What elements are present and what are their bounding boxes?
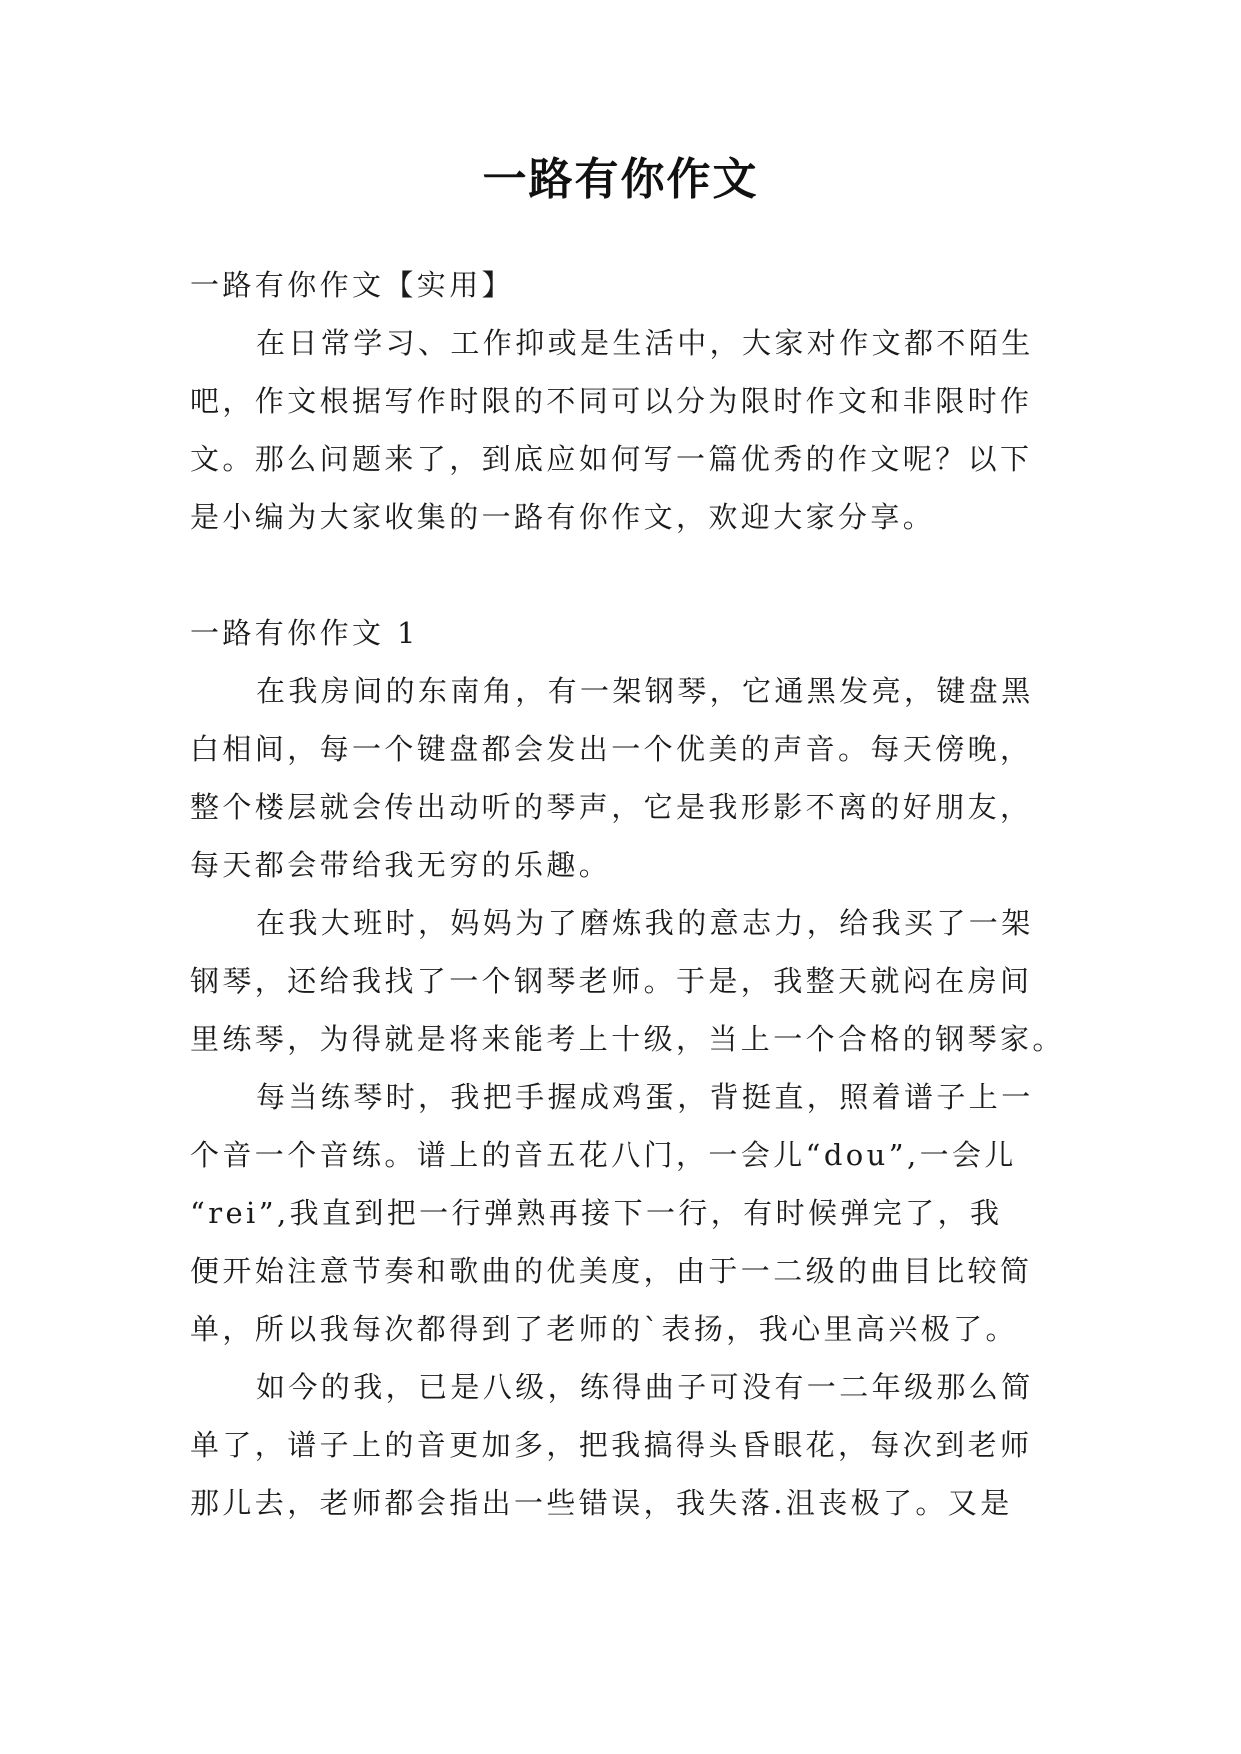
text-line: 是小编为大家收集的一路有你作文，欢迎大家分享。 <box>190 500 936 534</box>
paragraph-gap <box>190 546 1056 604</box>
text-line: 白相间，每一个键盘都会发出一个优美的声音。每天傍晚， <box>190 732 1033 766</box>
document-title: 一路有你作文 <box>482 154 759 205</box>
document-body <box>190 256 1065 1532</box>
text-line: 每天都会带给我无穷的乐趣。 <box>190 848 612 882</box>
text-line: 如今的我，已是八级，练得曲子可没有一二年级那么简 <box>256 1370 1034 1404</box>
text-line: 一路有你作文【实用】 <box>190 268 515 302</box>
text-line: 在我大班时，妈妈为了磨炼我的意志力，给我买了一架 <box>256 906 1034 940</box>
text-line: 钢琴，还给我找了一个钢琴老师。于是，我整天就闷在房间 <box>190 964 1033 998</box>
text-line: 一路有你作文 1 <box>190 616 419 650</box>
text-line: 吧，作文根据写作时限的不同可以分为限时作文和非限时作 <box>190 384 1033 418</box>
text-line: 里练琴，为得就是将来能考上十级，当上一个合格的钢琴家。 <box>190 1022 1065 1056</box>
text-line: 在我房间的东南角，有一架钢琴，它通黑发亮，键盘黑 <box>256 674 1034 708</box>
text-line: 那儿去，老师都会指出一些错误，我失落.沮丧极了。又是 <box>190 1486 1013 1520</box>
text-line: 每当练琴时，我把手握成鸡蛋，背挺直，照着谱子上一 <box>256 1080 1034 1114</box>
text-line: 文。那么问题来了，到底应如何写一篇优秀的作文呢？以下 <box>190 442 1033 476</box>
text-line: 个音一个音练。谱上的音五花八门，一会儿“dou”,一会儿 <box>190 1138 1017 1172</box>
text-line: 便开始注意节奏和歌曲的优美度，由于一二级的曲目比较简 <box>190 1254 1033 1288</box>
text-line: 单，所以我每次都得到了老师的`表扬，我心里高兴极了。 <box>190 1312 1018 1346</box>
text-line: “rei”,我直到把一行弹熟再接下一行，有时候弹完了，我 <box>190 1196 1003 1230</box>
text-line: 单了，谱子上的音更加多，把我搞得头昏眼花，每次到老师 <box>190 1428 1033 1462</box>
text-line: 在日常学习、工作抑或是生活中，大家对作文都不陌生 <box>256 326 1034 360</box>
text-line: 整个楼层就会传出动听的琴声，它是我形影不离的好朋友， <box>190 790 1033 824</box>
